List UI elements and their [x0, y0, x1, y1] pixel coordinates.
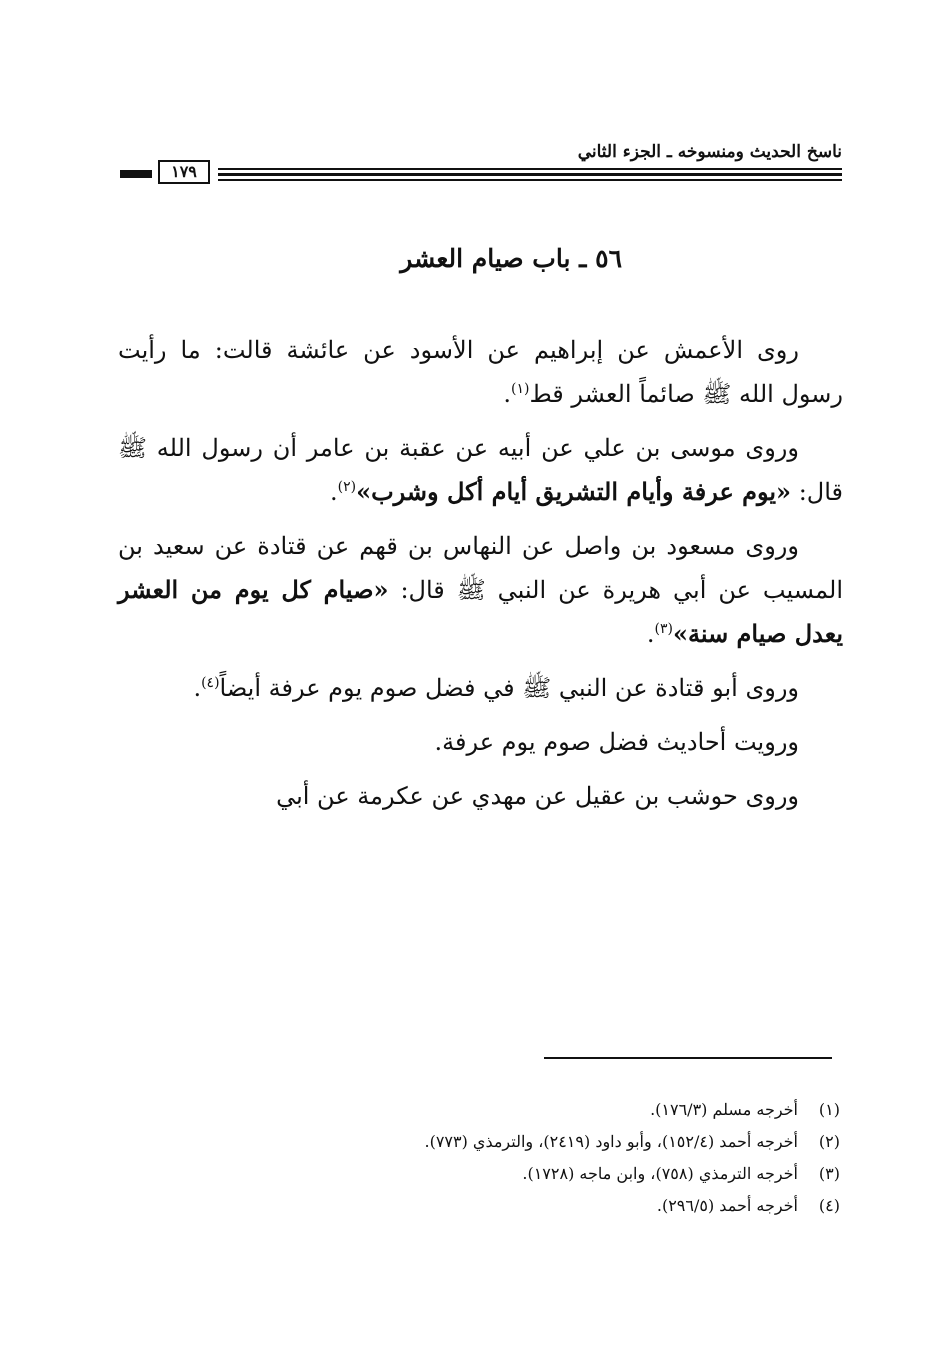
body-text [118, 328, 843, 828]
paragraph-text: وروى مسعود بن واصل عن النهاس بن قهم عن قتادة عن سعيد بن المسيب عن أبي هريرة عن النبي ﷺ قال: [118, 532, 843, 604]
header-title: ناسخ الحديث ومنسوخه ـ الجزء الثاني [577, 142, 842, 162]
footnote-ref: (٢) [337, 479, 357, 495]
paragraph [118, 666, 843, 710]
header-rule-line [218, 179, 842, 181]
paragraph-text: ورويت أحاديث فضل صوم يوم عرفة. [434, 728, 799, 756]
footnote-text: أخرجه أحمد (١٥٢/٤)، وأبو داود (٢٤١٩)، والترمذي (٧٧٣). [424, 1132, 798, 1151]
footnote-number: (٢) [818, 1132, 840, 1151]
chapter-title: ٥٦ ـ باب صيام العشر [400, 244, 622, 273]
paragraph-text: وروى أبو قتادة عن النبي ﷺ في فضل صوم يوم عرفة أيضاً [219, 674, 799, 702]
footnote-item [140, 1094, 840, 1126]
footnote-item [140, 1126, 840, 1158]
footnote-number: (١) [818, 1100, 840, 1119]
paragraph-tail: . [193, 674, 202, 702]
footnote-divider [544, 1057, 832, 1059]
footnote-item [140, 1158, 840, 1190]
paragraph-text: وروى موسى بن علي عن أبيه عن عقبة بن عامر أن رسول الله ﷺ قال: [118, 434, 843, 506]
paragraph-text: روى الأعمش عن إبراهيم عن الأسود عن عائشة قالت: ما رأيت رسول الله ﷺ صائماً العشر قط [118, 336, 843, 408]
page-number: ١٧٩ [158, 160, 210, 184]
footnote-number: (٣) [818, 1164, 840, 1183]
header-rule-line [218, 173, 842, 176]
hadith-quote: «يوم عرفة وأيام التشريق أيام أكل وشرب» [356, 477, 792, 506]
header-rule-stub [120, 170, 152, 178]
footnote-number: (٤) [818, 1196, 840, 1215]
footnote-text: أخرجه أحمد (٢٩٦/٥). [656, 1196, 798, 1215]
paragraph [118, 328, 843, 416]
footnote-item [140, 1190, 840, 1222]
footnotes [140, 1094, 840, 1222]
footnote-ref: (٤) [201, 675, 220, 691]
footnote-text: أخرجه مسلم (١٧٦/٣). [650, 1100, 798, 1119]
paragraph-text: وروى حوشب بن عقيل عن مهدي عن عكرمة عن أبي [276, 782, 799, 810]
paragraph-tail: . [503, 380, 512, 408]
header-rule-line [218, 168, 842, 170]
paragraph-tail: . [646, 620, 655, 648]
header-rule [218, 168, 842, 184]
running-header [120, 136, 842, 192]
hadith-quote: «صيام كل يوم من العشر يعدل صيام سنة» [118, 575, 843, 648]
footnote-text: أخرجه الترمذي (٧٥٨)، وابن ماجه (١٧٢٨). [522, 1164, 798, 1183]
paragraph [118, 524, 843, 656]
footnote-ref: (٣) [654, 621, 673, 637]
paragraph [118, 720, 843, 764]
paragraph [118, 774, 843, 818]
paragraph-tail: . [329, 478, 338, 506]
footnote-ref: (١) [511, 381, 530, 397]
paragraph [118, 426, 843, 514]
